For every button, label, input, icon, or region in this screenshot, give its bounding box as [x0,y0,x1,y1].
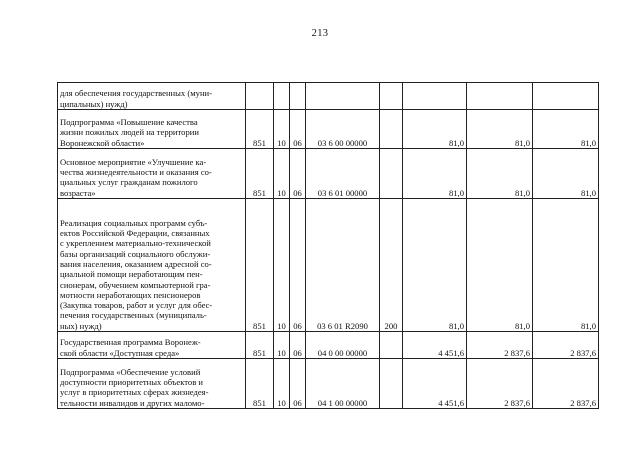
grbs-code [246,83,274,110]
section-code: 10 [274,359,290,409]
section-code: 10 [274,110,290,149]
expense-type-code [380,110,403,149]
subsection-code: 06 [290,199,306,332]
item-name: Основное мероприятие «Улучшение ка- чества жизнедеятельности и оказания со- циальных услуг гражданам пожилого возраста» [58,149,246,199]
amount-year-3: 2 837,6 [533,332,599,359]
subsection-code: 06 [290,110,306,149]
expense-type-code [380,359,403,409]
subsection-code: 06 [290,149,306,199]
target-article-code: 04 0 00 00000 [306,332,380,359]
amount-year-3 [533,83,599,110]
amount-year-1: 81,0 [403,199,467,332]
table-row [58,149,599,199]
grbs-code: 851 [246,332,274,359]
subsection-code: 06 [290,332,306,359]
item-name: Подпрограмма «Обеспечение условий доступности приоритетных объектов и услуг в приоритетных сферах жизнедея- тельности инвалидов и других маломо- [58,359,246,409]
amount-year-3: 2 837,6 [533,359,599,409]
amount-year-1: 81,0 [403,149,467,199]
amount-year-1: 4 451,6 [403,332,467,359]
amount-year-3: 81,0 [533,149,599,199]
grbs-code: 851 [246,199,274,332]
amount-year-3: 81,0 [533,199,599,332]
section-code: 10 [274,199,290,332]
expense-type-code: 200 [380,199,403,332]
expense-type-code [380,332,403,359]
page-number: 213 [311,28,329,39]
expense-type-code [380,83,403,110]
section-code [274,83,290,110]
section-code: 10 [274,332,290,359]
subsection-code [290,83,306,110]
item-name: Государственная программа Воронеж- ской области «Доступная среда» [58,332,246,359]
subsection-code: 06 [290,359,306,409]
amount-year-2: 2 837,6 [467,359,533,409]
target-article-code: 04 1 00 00000 [306,359,380,409]
amount-year-2 [467,83,533,110]
amount-year-2: 81,0 [467,149,533,199]
amount-year-1 [403,83,467,110]
item-name: Реализация социальных программ субъ- ектов Российской Федерации, связанных с укреплением материально-технической базы организаций социального обслужи- вания населения, оказанием адресной со- циальной помощи неработающим пен- сионерам, обучением компьютерной гра- мотности неработающих пенсионеров (Закупка товаров, работ и услуг для обес- печения государственных (муниципаль- ных) нужд) [58,199,246,332]
amount-year-2: 81,0 [467,199,533,332]
grbs-code: 851 [246,149,274,199]
grbs-code: 851 [246,359,274,409]
amount-year-2: 2 837,6 [467,332,533,359]
section-code: 10 [274,149,290,199]
table-row [58,359,599,409]
item-name: Подпрограмма «Повышение качества жизни пожилых людей на территории Воронежской области» [58,110,246,149]
amount-year-1: 81,0 [403,110,467,149]
table-row [58,83,599,110]
grbs-code: 851 [246,110,274,149]
target-article-code: 03 6 00 00000 [306,110,380,149]
expense-type-code [380,149,403,199]
amount-year-1: 4 451,6 [403,359,467,409]
table-row [58,199,599,332]
budget-table [57,82,599,409]
target-article-code: 03 6 01 R2090 [306,199,380,332]
table-row [58,110,599,149]
amount-year-2: 81,0 [467,110,533,149]
target-article-code [306,83,380,110]
budget-table-body [58,83,599,409]
item-name: для обеспечения государственных (муни- ципальных) нужд) [58,83,246,110]
amount-year-3: 81,0 [533,110,599,149]
table-row [58,332,599,359]
target-article-code: 03 6 01 00000 [306,149,380,199]
